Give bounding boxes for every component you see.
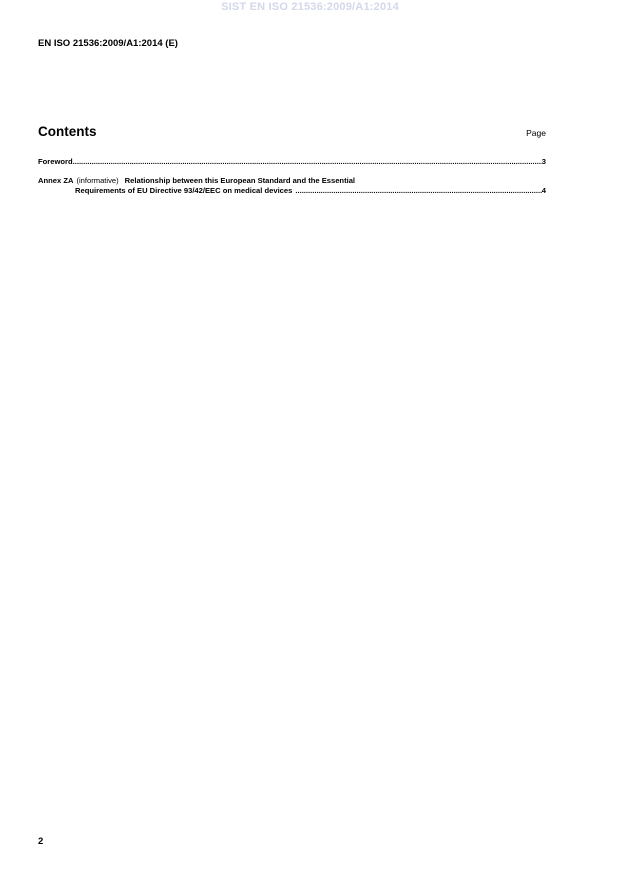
toc-entry-title: Relationship between this European Standard and the Essential [124, 176, 356, 185]
toc-entry-line-1 [38, 176, 546, 186]
toc-leader-dots [73, 157, 542, 167]
page-column-label: Page [526, 128, 546, 138]
toc-entry-line-2 [38, 186, 546, 196]
toc-leader-dots [295, 186, 541, 196]
document-id-header: EN ISO 21536:2009/A1:2014 (E) [38, 38, 178, 49]
contents-heading-row [38, 124, 546, 139]
toc-entry-prefix: Annex ZA [38, 176, 74, 185]
toc-entry-title-continued: Requirements of EU Directive 93/42/EEC on medical devices [75, 186, 293, 195]
toc-entry-page: 3 [541, 157, 546, 166]
contents-title: Contents [38, 124, 97, 139]
toc-entry-qualifier: (informative) [76, 176, 119, 185]
table-of-contents [38, 157, 546, 205]
toc-entry-title: Foreword [38, 157, 73, 166]
toc-entry-foreword[interactable] [38, 157, 546, 167]
page-number: 2 [38, 836, 44, 847]
watermark: SIST EN ISO 21536:2009/A1:2014 [221, 1, 399, 13]
toc-entry-page: 4 [541, 186, 546, 195]
toc-entry-annex-za[interactable] [38, 176, 546, 196]
